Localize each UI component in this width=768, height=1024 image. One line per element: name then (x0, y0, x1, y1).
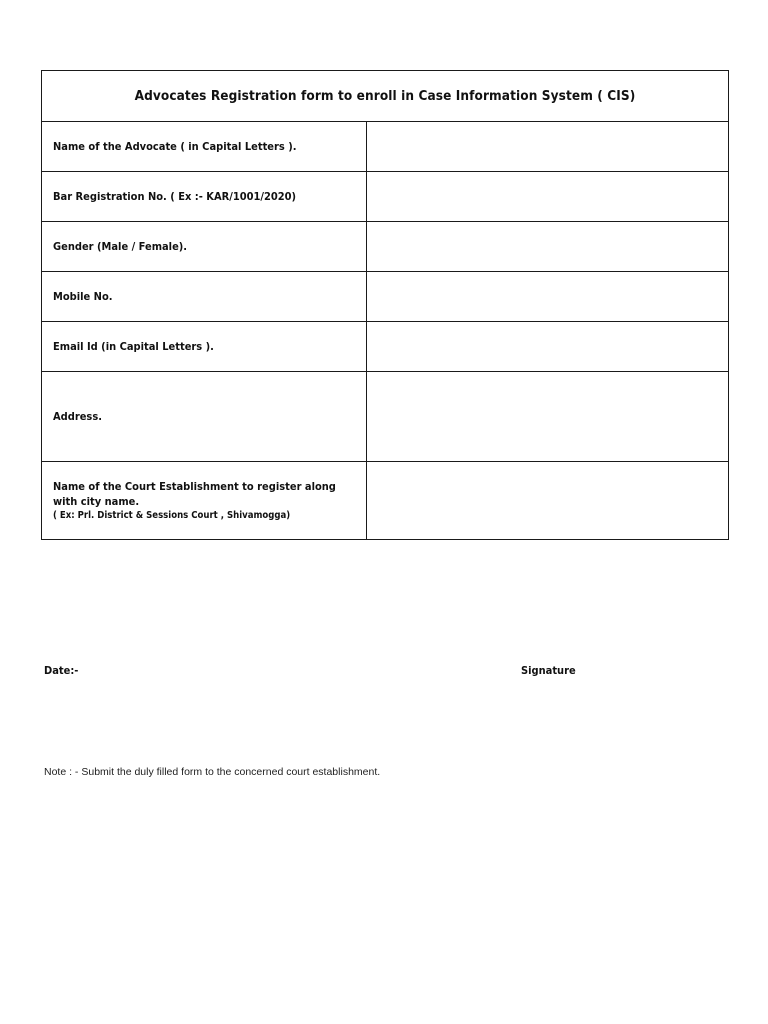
form-row-email (42, 322, 729, 372)
mobile-label: Mobile No. (42, 272, 367, 322)
address-cell (367, 372, 729, 462)
mobile-input[interactable] (367, 272, 728, 321)
form-row-advocate-name (42, 122, 729, 172)
advocate-name-input[interactable] (367, 122, 728, 171)
email-label: Email Id (in Capital Letters ). (42, 322, 367, 372)
bar-registration-label: Bar Registration No. ( Ex :- KAR/1001/2020) (42, 172, 367, 222)
address-input[interactable] (367, 372, 728, 461)
form-row-address (42, 372, 729, 462)
gender-label: Gender (Male / Female). (42, 222, 367, 272)
court-establishment-example: ( Ex: Prl. District & Sessions Court , Shivamogga) (53, 510, 291, 521)
registration-form-table (41, 70, 729, 540)
court-establishment-label-cell (42, 462, 367, 540)
gender-cell (367, 222, 729, 272)
advocate-name-cell (367, 122, 729, 172)
form-row-mobile (42, 272, 729, 322)
advocate-name-label: Name of the Advocate ( in Capital Letters ). (42, 122, 367, 172)
court-establishment-label: Name of the Court Establishment to register along with city name. (53, 480, 336, 508)
form-title-row (42, 71, 729, 122)
submission-note: Note : - Submit the duly filled form to the concerned court establishment. (44, 766, 381, 778)
court-establishment-cell (367, 462, 729, 540)
email-cell (367, 322, 729, 372)
court-establishment-input[interactable] (367, 462, 728, 539)
form-row-court-establishment (42, 462, 729, 540)
signature-label: Signature (521, 664, 576, 677)
address-label: Address. (42, 372, 367, 462)
mobile-cell (367, 272, 729, 322)
email-input[interactable] (367, 322, 728, 371)
form-title: Advocates Registration form to enroll in Case Information System ( CIS) (42, 71, 729, 122)
form-row-bar-registration (42, 172, 729, 222)
bar-registration-cell (367, 172, 729, 222)
gender-input[interactable] (367, 222, 728, 271)
date-label: Date:- (44, 664, 79, 677)
form-row-gender (42, 222, 729, 272)
bar-registration-input[interactable] (367, 172, 728, 221)
